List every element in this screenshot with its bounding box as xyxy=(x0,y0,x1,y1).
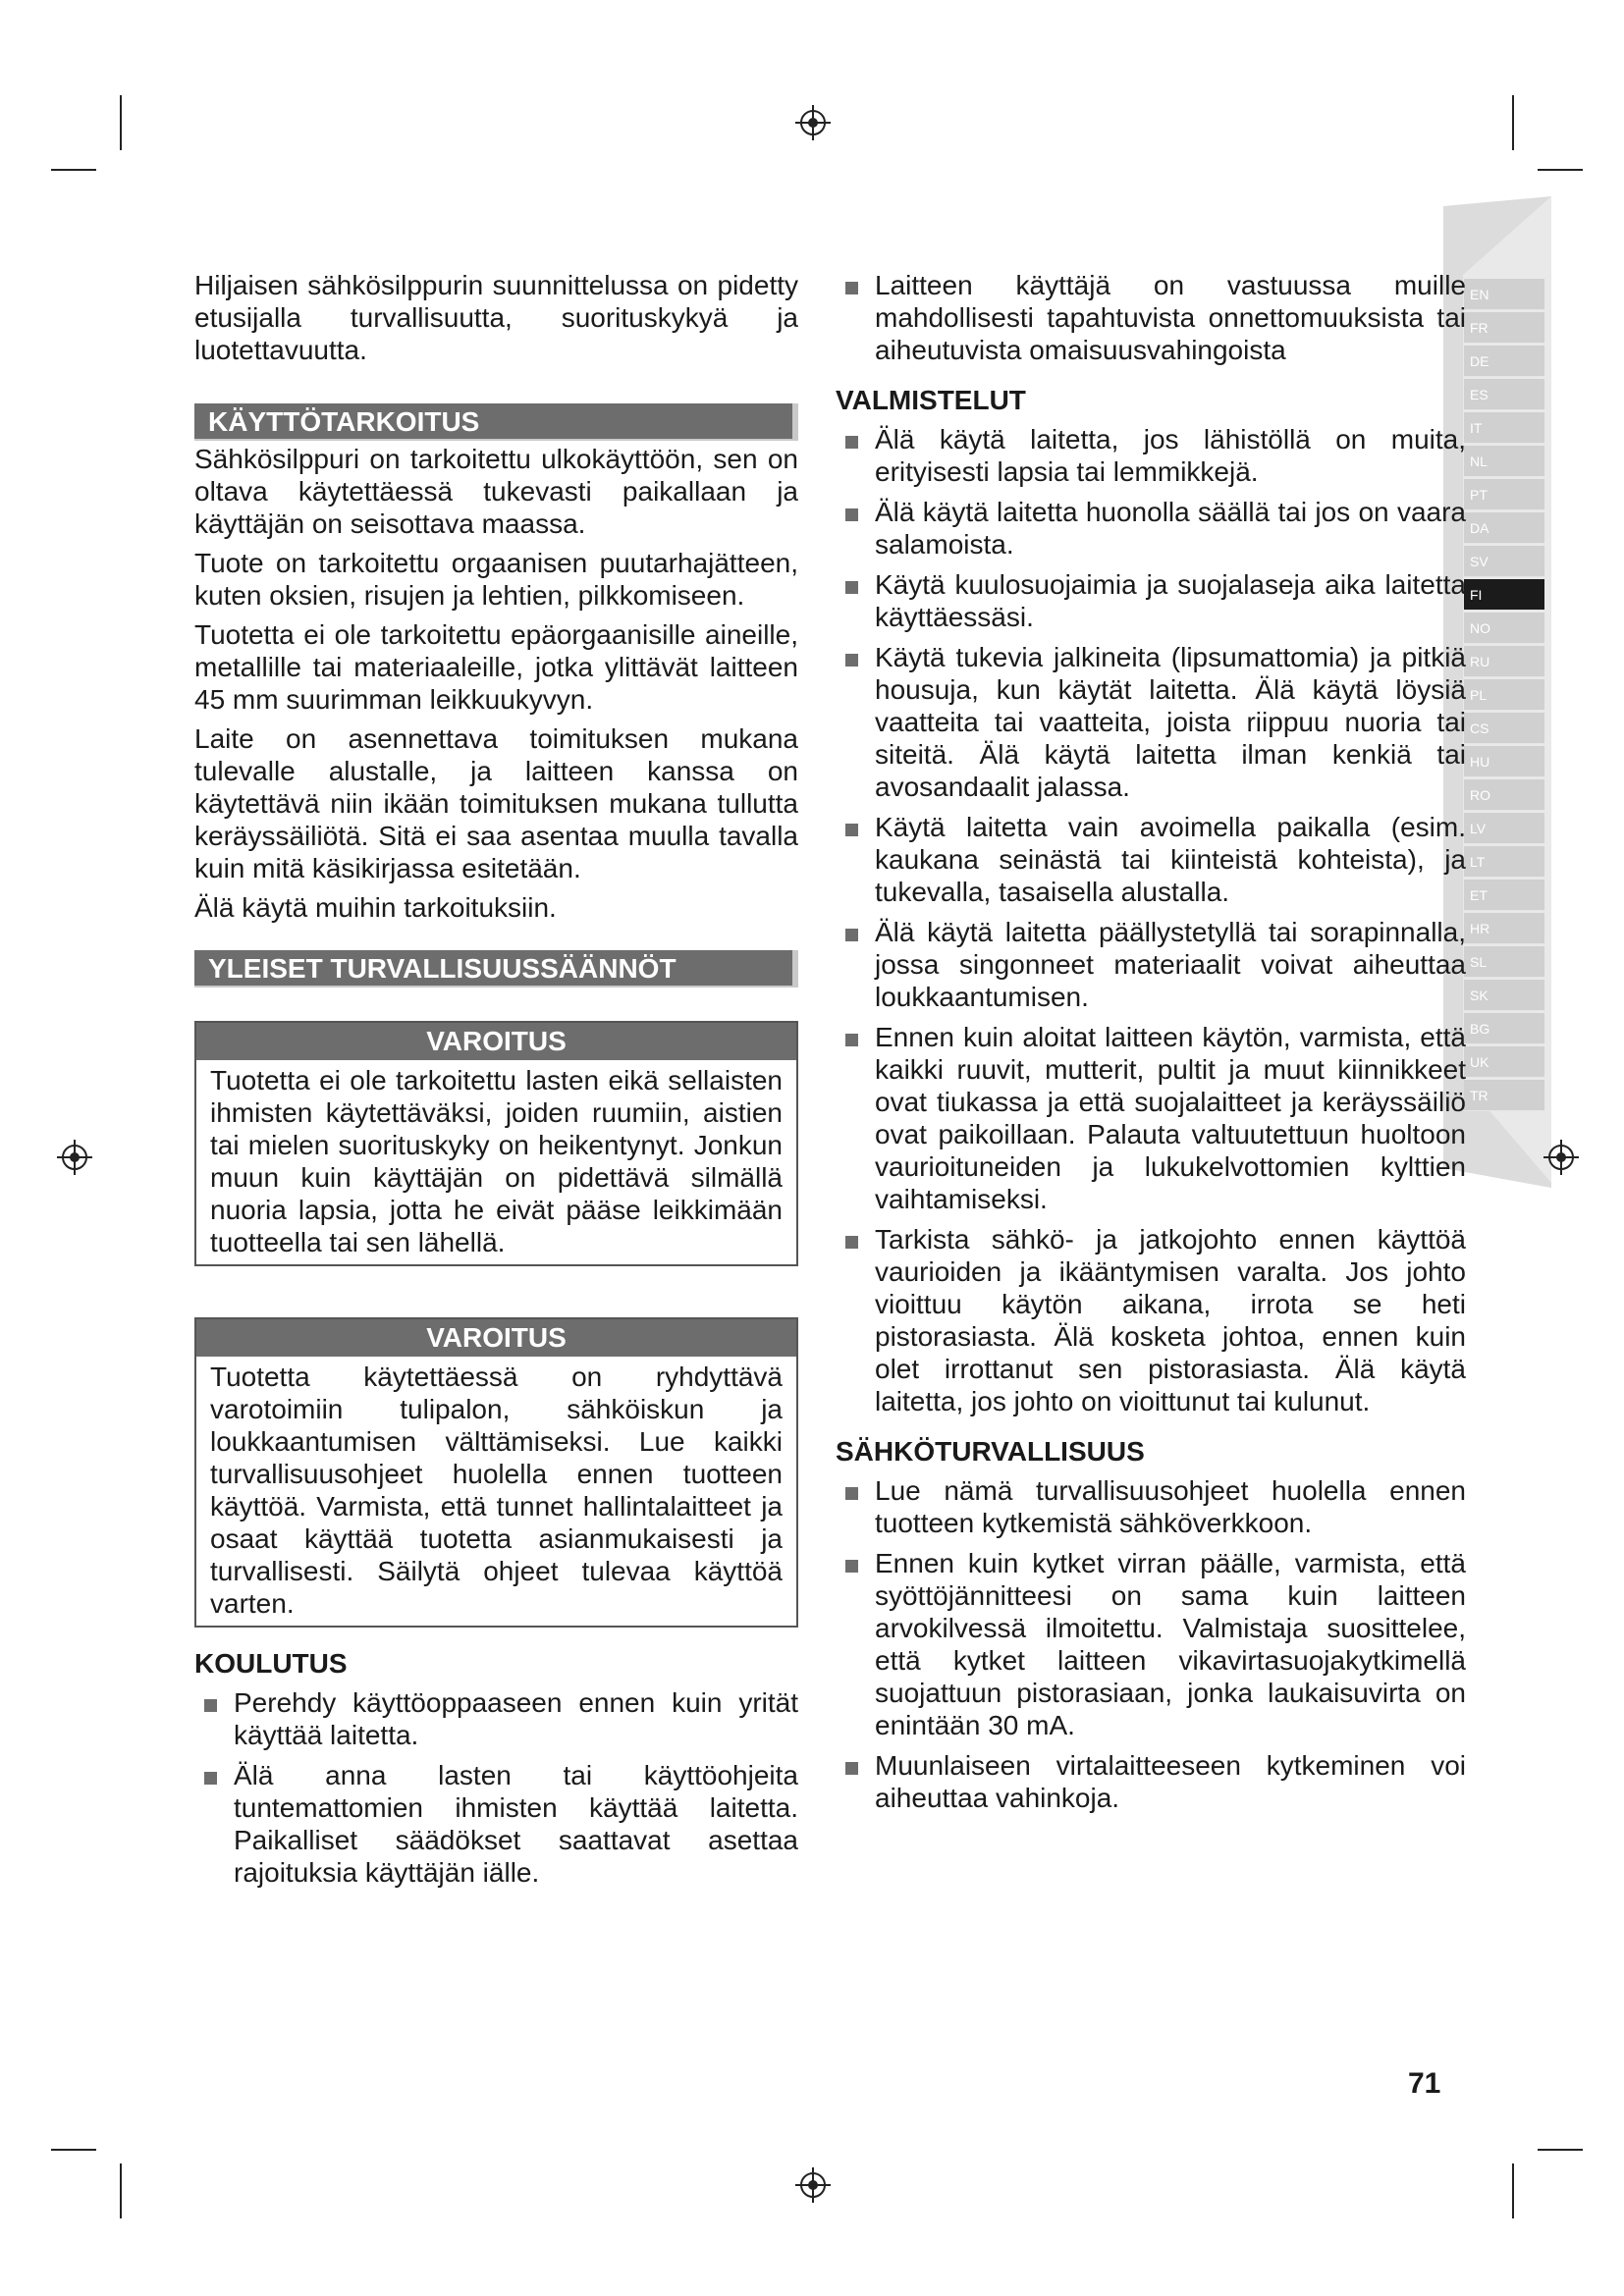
language-tab-sk: SK xyxy=(1464,980,1544,1011)
page-number: 71 xyxy=(1408,2067,1441,2100)
crop-mark xyxy=(1538,2149,1583,2151)
language-tab-lt: LT xyxy=(1464,846,1544,878)
list-item: Älä anna lasten tai käyttöohjeita tuntemattomien ihmisten käyttää laitetta. Paikalliset säädökset saattavat asettaa rajoituksia käyttäjän iälle. xyxy=(194,1759,798,1889)
intro-text: Hiljaisen sähkösilppurin suunnittelussa on pidetty etusijalla turvallisuutta, suorituskykyä ja luotettavuutta. xyxy=(194,270,798,365)
list-item: Perehdy käyttöoppaaseen ennen kuin yrität käyttää laitetta. xyxy=(194,1686,798,1751)
purpose-paragraph: Laite on asennettava toimituksen mukana tulevalle alustalle, ja laitteen kanssa on käytettävä niin ikään toimituksen mukana tullutta keräyssäiliötä. Sitä ei saa asentaa muulla tavalla kuin mitä käsikirjassa esitetään. xyxy=(194,723,798,883)
list-item: Älä käytä laitetta, jos lähistöllä on muita, erityisesti lapsia tai lemmikkejä. xyxy=(836,423,1466,488)
warning-text: Tuotetta käytettäessä on ryhdyttävä varotoimiin tulipalon, sähköiskun ja loukkaantumisen välttämiseksi. Lue kaikki turvallisuusohjeet huolella ennen tuotteen käyttöä. Varmista, että tunnet hallintalaitteet ja osaat käyttää tuotetta asianmukaisesti ja turvallisesti. Säilytä ohjeet tulevaa käyttöä varten. xyxy=(210,1362,783,1619)
warning-box xyxy=(194,1317,798,1628)
list-item: Älä käytä laitetta huonolla säällä tai jos on vaara salamoista. xyxy=(836,496,1466,561)
list-item: Käytä tukevia jalkineita (lipsumattomia) ja pitkiä housuja, kun käytät laitetta. Älä käytä löysiä vaatteita tai vaatteita, joista riippuu nuoria tai siteitä. Älä käytä laitetta ilman kenkiä tai avosandaalit jalassa. xyxy=(836,641,1466,803)
preparation-list xyxy=(836,423,1466,1417)
training-list-continued xyxy=(836,269,1466,366)
right-column xyxy=(836,269,1466,1822)
language-tab-pl: PL xyxy=(1464,679,1544,711)
registration-mark-icon xyxy=(1542,1138,1581,1177)
crop-mark xyxy=(120,2163,122,2218)
section-heading-electrical: SÄHKÖTURVALLISUUS xyxy=(836,1436,1145,1467)
section-heading-general-safety: YLEISET TURVALLISUUSSÄÄNNÖT xyxy=(194,950,798,988)
language-tab-hr: HR xyxy=(1464,913,1544,944)
list-item: Laitteen käyttäjä on vastuussa muille mahdollisesti tapahtuvista onnettomuuksista tai aiheutuvista omaisuusvahingoista xyxy=(836,269,1466,366)
list-item: Muunlaiseen virtalaitteeseen kytkeminen voi aiheuttaa vahinkoja. xyxy=(836,1749,1466,1814)
crop-mark xyxy=(1512,2163,1514,2218)
language-tab-no: NO xyxy=(1464,613,1544,644)
left-column xyxy=(194,269,798,1896)
list-item: Käytä laitetta vain avoimella paikalla (esim. kaukana seinästä tai kiinteistä kohteista), ja tukevalla, tasaisella alustalla. xyxy=(836,811,1466,908)
purpose-paragraph: Tuote on tarkoitettu orgaanisen puutarhajätteen, kuten oksien, risujen ja lehtien, pilkkomiseen. xyxy=(194,548,798,611)
list-item: Käytä kuulosuojaimia ja suojalaseja aika laitetta käyttäessäsi. xyxy=(836,568,1466,633)
crop-mark xyxy=(1538,169,1583,171)
purpose-paragraph: Sähkösilppuri on tarkoitettu ulkokäyttöön, sen on oltava käytettäessä tukevasti paikallaan ja käyttäjän on seisottava maassa. xyxy=(194,444,798,539)
language-tab-es: ES xyxy=(1464,379,1544,410)
language-tab-nl: NL xyxy=(1464,446,1544,477)
registration-mark-icon xyxy=(793,103,833,142)
section-heading-preparation: VALMISTELUT xyxy=(836,385,1026,415)
language-tab-de: DE xyxy=(1464,346,1544,377)
language-tab-fr: FR xyxy=(1464,312,1544,344)
language-tab-it: IT xyxy=(1464,412,1544,444)
crop-mark xyxy=(51,2149,96,2151)
list-item: Älä käytä laitetta päällystetyllä tai sorapinnalla, jossa singonneet materiaalit voivat aiheuttaa loukkaantumisen. xyxy=(836,916,1466,1013)
registration-mark-icon xyxy=(793,2165,833,2205)
language-tab-sl: SL xyxy=(1464,946,1544,978)
crop-mark xyxy=(120,95,122,150)
language-tab-lv: LV xyxy=(1464,813,1544,844)
language-tab-hu: HU xyxy=(1464,746,1544,777)
training-list xyxy=(194,1686,798,1889)
language-tab-da: DA xyxy=(1464,512,1544,544)
language-tab-tr: TR xyxy=(1464,1080,1544,1111)
language-tabs xyxy=(1464,279,1544,1113)
purpose-paragraph: Tuotetta ei ole tarkoitettu epäorgaanisille aineille, metallille tai materiaaleille, jotka ylittävät laitteen 45 mm suurimman leikkuukyvyn. xyxy=(194,619,798,715)
language-tab-bg: BG xyxy=(1464,1013,1544,1044)
section-heading-training: KOULUTUS xyxy=(194,1648,348,1679)
list-item: Ennen kuin kytket virran päälle, varmista, että syöttöjännitteesi on sama kuin laitteen arvokilvessä ilmoitettu. Valmistaja suosittelee, että kytket laitteen vikavirtasuojakytkimellä suojattuun pistorasiaan, jonka laukaisuvirta on enintään 30 mA. xyxy=(836,1547,1466,1741)
list-item: Tarkista sähkö- ja jatkojohto ennen käyttöä vaurioiden ja ikääntymisen varalta. Jos johto vioittuu käytön aikana, irrota se heti pistorasiasta. Älä kosketa johtoa, ennen kuin olet irrottanut sen pistorasiasta. Älä käytä laitetta, jos johto on vioittunut tai kulunut. xyxy=(836,1223,1466,1417)
electrical-list xyxy=(836,1474,1466,1814)
crop-mark xyxy=(1512,95,1514,150)
warning-title: VAROITUS xyxy=(196,1319,796,1357)
section-heading-purpose: KÄYTTÖTARKOITUS xyxy=(194,403,798,441)
warning-title: VAROITUS xyxy=(196,1023,796,1060)
warning-text: Tuotetta ei ole tarkoitettu lasten eikä sellaisten ihmisten käytettäväksi, joiden ruumiin, aistien tai mielen suorituskyky on heikentynyt. Jonkun muun kuin käyttäjän on pidettävä silmällä nuoria lapsia, jotta he eivät pääse leikkimään tuotteella tai sen lähellä. xyxy=(210,1065,783,1257)
list-item: Lue nämä turvallisuusohjeet huolella ennen tuotteen kytkemistä sähköverkkoon. xyxy=(836,1474,1466,1539)
language-tab-pt: PT xyxy=(1464,479,1544,510)
language-tab-en: EN xyxy=(1464,279,1544,310)
warning-box xyxy=(194,1021,798,1266)
list-item: Ennen kuin aloitat laitteen käytön, varmista, että kaikki ruuvit, mutterit, pultit ja muut kiinnikkeet ovat tiukassa ja että suojalaitteet ja keräyssäiliö ovat paikoillaan. Palauta valtuutettuun huoltoon vaurioituneiden ja lukukelvottomien kylttien vaihtamiseksi. xyxy=(836,1021,1466,1215)
language-tab-uk: UK xyxy=(1464,1046,1544,1078)
crop-mark xyxy=(51,169,96,171)
purpose-paragraph: Älä käytä muihin tarkoituksiin. xyxy=(194,892,557,923)
language-tab-ro: RO xyxy=(1464,779,1544,811)
registration-mark-icon xyxy=(55,1138,94,1177)
language-tab-ru: RU xyxy=(1464,646,1544,677)
language-tab-sv: SV xyxy=(1464,546,1544,577)
language-tab-et: ET xyxy=(1464,880,1544,911)
language-tab-cs: CS xyxy=(1464,713,1544,744)
language-tab-fi: FI xyxy=(1464,579,1544,611)
